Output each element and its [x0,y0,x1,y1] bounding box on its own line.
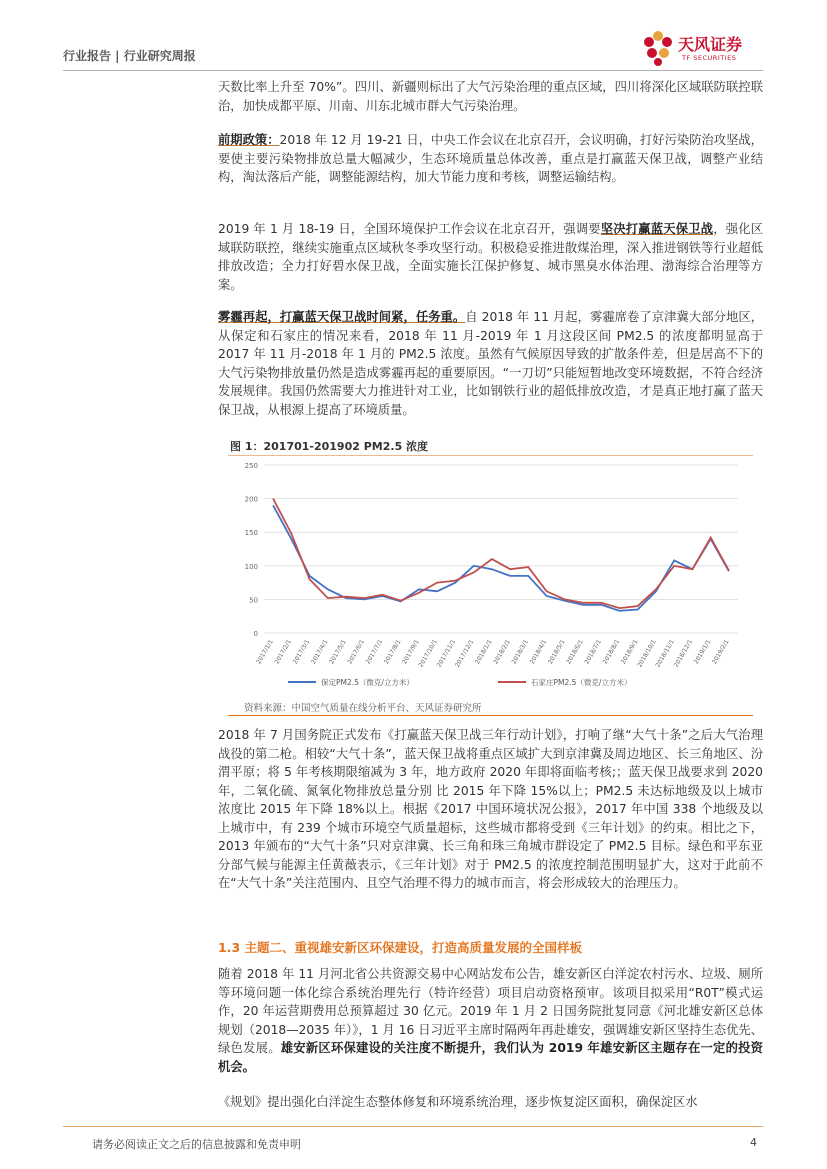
series-line-0 [273,505,729,611]
y-tick-label: 150 [244,529,258,538]
blue-sky-keyword: 坚决打赢蓝天保卫战 [600,222,714,236]
x-tick-label: 2018/5/1 [547,638,567,666]
x-tick-label: 2018/1/1 [474,638,494,666]
x-tick-label: 2018/9/1 [619,638,640,666]
x-tick-label: 2017/9/1 [401,638,421,666]
smog-lead: 雾霾再起，打赢蓝天保卫战时间紧，任务重。 [218,310,466,324]
paragraph-xiongan [218,965,763,1076]
x-tick-label: 2019/2/1 [711,638,731,666]
x-tick-label: 2017/2/1 [273,638,294,666]
x-tick-label: 2018/12/1 [672,638,695,669]
x-tick-label: 2017/7/1 [364,638,385,666]
x-tick-label: 2017/1/1 [255,638,275,666]
logo-subtext: TF SECURITIES [682,54,737,62]
smog-text: 自 2018 年 11 月起，雾霾席卷了京津冀大部分地区，从保定和石家庄的情况来看，2018 年 11 月-2019 年 1 月这段区间 PM2.5 的浓度都明显高于 2017 年 11 月-2018 年 1 月的 PM2.5 浓度。虽然有气候原因导致的扩散条件差，但是居高不下的大气污染物排放量仍然是造成雾霾再起的重要原因。“一刀切”只能短暂地改变环境数据，不符合经济发展规律。我国仍然需要大力推进针对工业，比如钢铁行业的超低排放改造，才是真正地打赢了蓝天保卫战，从根源上提高了环境质量。 [218,310,763,417]
paragraph-prior-policy [218,131,763,187]
x-tick-label: 2017/8/1 [382,638,403,666]
paragraph-three-year-plan: 2018 年 7 月国务院正式发布《打赢蓝天保卫战三年行动计划》，打响了继“大气十条”之后大气治理战役的第二枪。相较“大气十条”，蓝天保卫战将重点区域扩大到京津冀及周边地区、长三角地区、汾渭平原；将 5 年考核期限缩减为 3 年，地方政府 2020 年即将面临考核;；蓝天保卫战要求到 2020 年，二氧化硫、氮氧化物排放总量分别 比 2015 年下降 15%以上；PM2.5 未达标地级及以上城市浓度比 2015 年下降 18%以上。根据《2017 中国环境状况公报》，2017 年中国 338 个地级及以上城市中，有 239 个城市环境空气质量超标，这些城市都将受到《三年计划》的约束。相比之下，2013 年颁布的“大气十条”只对京津冀、长三角和珠三角城市群设定了 PM2.5 目标。绿色和平东亚分部气候与能源主任黄薇表示，《三年计划》对于 PM2.5 的浓度控制范围明显扩大，这对于此前不在“大气十条”关注范围内、且空气治理不得力的城市而言，将会形成较大的治理压力。 [218,728,763,890]
legend-label-1: 石家庄PM2.5（微克/立方米） [531,678,632,687]
y-tick-label: 0 [253,630,258,638]
x-tick-label: 2017/6/1 [346,638,367,666]
x-tick-label: 2018/6/1 [565,638,585,666]
legend-label-0: 保定PM2.5（微克/立方米） [321,678,414,687]
flower-logo-icon [640,28,676,68]
pm25-line-chart [228,455,753,695]
xiongan-conclusion: 雄安新区环保建设的关注度不断提升，我们认为 2019 年雄安新区主题存在一定的投资机会。 [218,1041,763,1074]
company-logo [640,28,770,68]
x-tick-label: 2018/4/1 [528,638,549,666]
header-divider [63,70,763,71]
paragraph-plan: 《规划》提出强化白洋淀生态整体修复和环境系统治理，逐步恢复淀区面积，确保淀区水 [218,1095,698,1109]
report-category: 行业报告 | 行业研究周报 [63,49,196,63]
y-tick-label: 50 [249,596,258,605]
env-conference-text-2: ，强化区域联防联控，继续实施重点区域秋冬季攻坚行动。积极稳妥推进散煤治理，深入推进钢铁等行业超低排放改造；全力打好碧水保卫战，全面实施长江保护修复、城市黑臭水体治理、渤海综合治理等方案。 [218,222,763,292]
paragraph-smog [218,308,763,419]
prior-policy-text: 2018 年 12 月 19-21 日，中央工作会议在北京召开，会议明确，打好污染防治攻坚战，要使主要污染物排放总量大幅减少，生态环境质量总体改善，重点是打赢蓝天保卫战，调整产业结构，淘汰落后产能，调整能源结构，加大节能力度和考核，调整运输结构。 [218,133,763,184]
x-tick-label: 2018/8/1 [601,638,622,666]
x-tick-label: 2018/10/1 [636,638,658,669]
y-tick-label: 100 [244,562,258,571]
footer-divider [63,1126,763,1127]
figure-bottom-rule [228,715,753,716]
x-tick-label: 2017/3/1 [291,638,312,666]
y-tick-label: 250 [244,462,258,470]
paragraph-sichuan: 天数比率上升至 70%”。四川、新疆则标出了大气污染治理的重点区域，四川将深化区域联防联控联治，加快成都平原、川南、川东北城市群大气污染治理。 [218,80,763,113]
disclaimer: 请务必阅读正文之后的信息披露和免责申明 [92,1138,301,1151]
x-tick-label: 2018/11/1 [654,638,676,669]
figure-source: 资料来源：中国空气质量在线分析平台、天风证券研究所 [244,703,482,714]
x-tick-label: 2018/3/1 [510,638,531,666]
logo-text: 天风证券 [678,35,743,54]
x-tick-label: 2018/7/1 [583,638,604,666]
paragraph-env-conference [218,220,763,294]
x-tick-label: 2017/4/1 [310,638,330,666]
y-tick-label: 200 [244,495,258,504]
x-tick-label: 2017/5/1 [328,638,348,666]
x-tick-label: 2017/10/1 [417,638,439,669]
prior-policy-label: 前期政策： [218,133,280,147]
page-number: 4 [750,1136,757,1149]
section-heading: 1.3 主题二、重视雄安新区环保建设，打造高质量发展的全国样板 [218,940,582,955]
xiongan-text: 随着 2018 年 11 月河北省公共资源交易中心网站发布公告，雄安新区白洋淀农村污水、垃圾、厕所等环境问题一体化综合系统治理先行（特许经营）项目启动资格预审。该项目拟采用“R0T”模式运作，20 年运营期费用总预算超过 30 亿元。2019 年 1 月 2 日国务院批复同意《河北雄安新区总体规划（2018—2035 年）》，1 月 16 日习近平主席时隔两年再赴雄安，强调雄安新区坚持生态优先、绿色发展。 [218,967,763,1055]
env-conference-text: 2019 年 1 月 18-19 日，全国环境保护工作会议在北京召开，强调要 [218,222,601,236]
x-tick-label: 2019/1/1 [692,638,713,666]
x-tick-label: 2017/12/1 [453,638,476,669]
series-line-1 [273,499,729,608]
x-tick-label: 2018/2/1 [492,638,512,666]
x-tick-label: 2017/11/1 [435,638,458,669]
figure-title: 图 1：201701-201902 PM2.5 浓度 [230,440,429,453]
